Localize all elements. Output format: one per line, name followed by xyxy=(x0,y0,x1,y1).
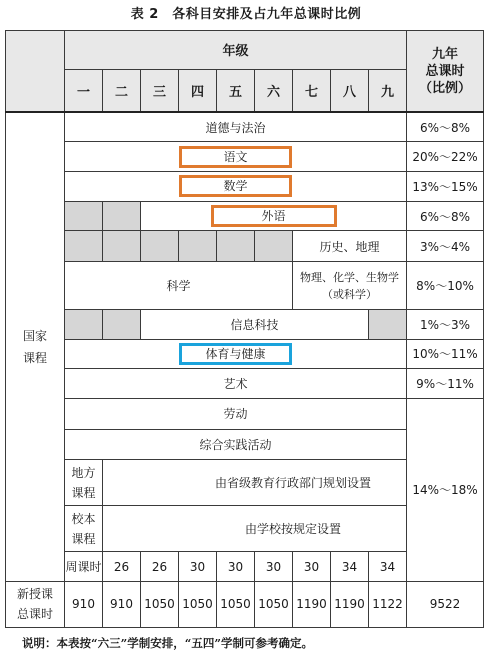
subject-local-content: 由省级教育行政部门规划设置 xyxy=(103,460,484,506)
empty-cell xyxy=(255,231,293,262)
header-ratio-label: 九年 总课时 （比例） xyxy=(407,31,484,113)
empty-cell xyxy=(65,201,103,231)
weekly-hours-6: 30 xyxy=(293,552,331,582)
subject-chinese-cell xyxy=(65,142,407,172)
ratio-chinese: 20%～22% xyxy=(407,142,484,172)
category-school: 校本 课程 xyxy=(65,506,103,552)
ratio-combined: 14%～18% xyxy=(407,398,484,581)
header-grade-label: 年级 xyxy=(65,31,407,70)
subject-math: 数学 xyxy=(179,175,292,197)
total-hours-3: 1050 xyxy=(141,581,179,627)
total-hours-5: 1050 xyxy=(217,581,255,627)
table-note: 说明：本表按“六三”学制安排，“五四”学制可参考确定。 xyxy=(22,636,313,650)
empty-cell xyxy=(103,201,141,231)
empty-cell xyxy=(65,231,103,262)
empty-cell xyxy=(179,231,217,262)
subject-history-geo: 历史、地理 xyxy=(293,231,407,262)
subject-it: 信息科技 xyxy=(141,310,369,340)
total-hours-8: 1190 xyxy=(331,581,369,627)
subject-science: 科学 xyxy=(65,261,293,309)
ratio-arts: 9%～11% xyxy=(407,369,484,399)
category-total-new: 新授课 总课时 xyxy=(6,581,65,627)
weekly-hours-3: 30 xyxy=(179,552,217,582)
subject-math-cell xyxy=(65,172,407,202)
subject-morality: 道德与法治 xyxy=(65,112,407,142)
category-local: 地方 课程 xyxy=(65,460,103,506)
total-hours-4: 1050 xyxy=(179,581,217,627)
subject-arts: 艺术 xyxy=(65,369,407,399)
weekly-hours-4: 30 xyxy=(217,552,255,582)
subject-labor: 劳动 xyxy=(65,398,407,429)
subject-foreign-cell xyxy=(141,201,407,231)
table-caption: 表 2 各科目安排及占九年总课时比例 xyxy=(130,7,362,22)
empty-cell xyxy=(103,231,141,262)
empty-cell xyxy=(65,310,103,340)
grade-2: 二 xyxy=(103,69,141,112)
subject-phys-chem-bio: 物理、化学、生物学（或科学） xyxy=(293,261,407,309)
grade-7: 七 xyxy=(293,69,331,112)
total-hours-2: 910 xyxy=(103,581,141,627)
ratio-foreign: 6%～8% xyxy=(407,201,484,231)
grade-1: 一 xyxy=(65,69,103,112)
ratio-morality: 6%～8% xyxy=(407,112,484,142)
weekly-hours-2: 26 xyxy=(141,552,179,582)
header-corner-cell xyxy=(6,31,65,113)
curriculum-table xyxy=(5,30,483,628)
total-hours-9: 1122 xyxy=(369,581,407,627)
total-hours-7: 1190 xyxy=(293,581,331,627)
total-hours-6: 1050 xyxy=(255,581,293,627)
empty-cell xyxy=(217,231,255,262)
ratio-history-geo: 3%～4% xyxy=(407,231,484,262)
ratio-science: 8%～10% xyxy=(407,261,484,309)
grade-5: 五 xyxy=(217,69,255,112)
subject-practice: 综合实践活动 xyxy=(65,429,407,460)
empty-cell xyxy=(103,310,141,340)
weekly-hours-8: 34 xyxy=(369,552,407,582)
weekly-hours-5: 30 xyxy=(255,552,293,582)
total-hours-sum: 9522 xyxy=(407,581,484,627)
subject-pe-cell xyxy=(65,339,407,369)
subject-foreign: 外语 xyxy=(211,205,337,227)
weekly-hours-1: 26 xyxy=(103,552,141,582)
ratio-math: 13%～15% xyxy=(407,172,484,202)
ratio-it: 1%～3% xyxy=(407,310,484,340)
empty-cell xyxy=(141,231,179,262)
subject-pe: 体育与健康 xyxy=(179,343,292,365)
category-national: 国家 课程 xyxy=(6,112,65,581)
grade-3: 三 xyxy=(141,69,179,112)
total-hours-1: 910 xyxy=(65,581,103,627)
grade-8: 八 xyxy=(331,69,369,112)
subject-chinese: 语文 xyxy=(179,146,292,168)
weekly-hours-7: 34 xyxy=(331,552,369,582)
grade-6: 六 xyxy=(255,69,293,112)
category-weekly: 周课时 xyxy=(65,552,103,582)
ratio-pe: 10%～11% xyxy=(407,339,484,369)
grade-4: 四 xyxy=(179,69,217,112)
subject-school-content: 由学校按规定设置 xyxy=(103,506,484,552)
empty-cell xyxy=(369,310,407,340)
grade-9: 九 xyxy=(369,69,407,112)
